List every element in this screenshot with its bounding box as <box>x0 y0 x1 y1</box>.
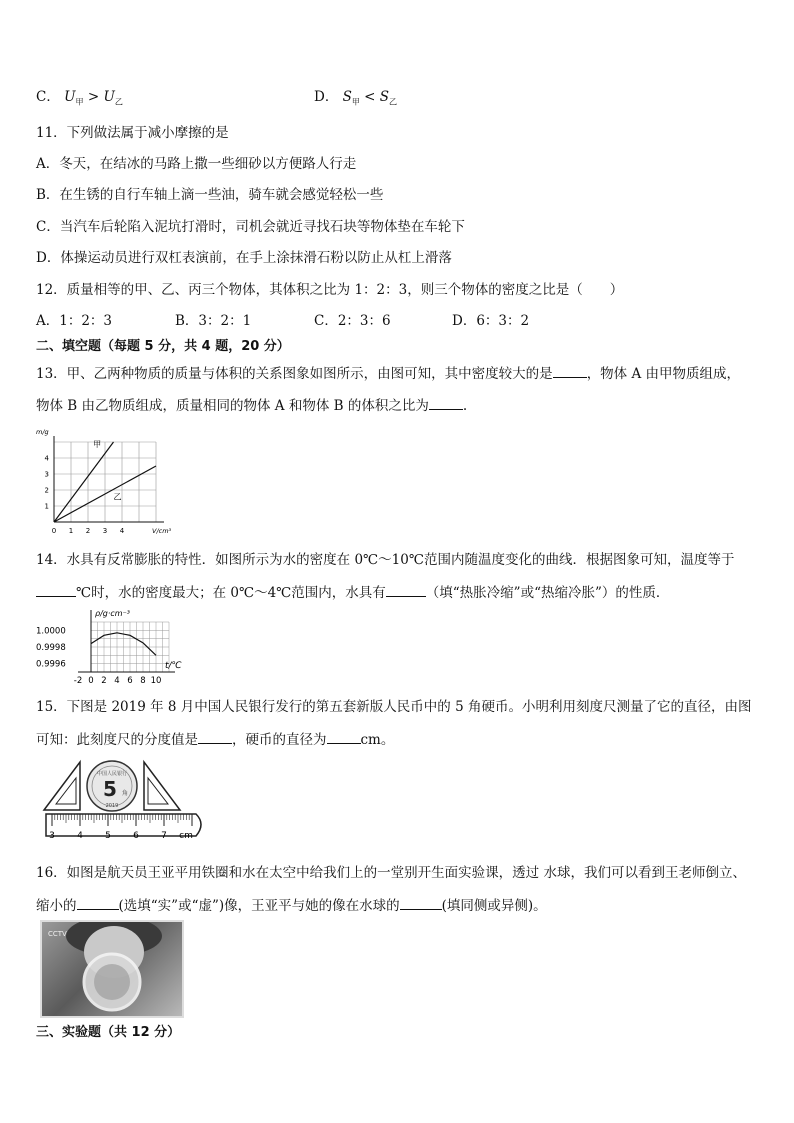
ruler-unit: cm <box>179 831 193 841</box>
ruler-label: 7 <box>161 831 167 841</box>
y-axis-label: m/g <box>36 428 49 436</box>
water-ball-photo <box>40 920 184 1018</box>
coin-ruler-figure <box>40 758 210 842</box>
section-2-heading: 二、填空题（每题 5 分，共 4 题，20 分） <box>36 339 290 354</box>
answer-blank[interactable] <box>36 583 76 597</box>
series-label: 甲 <box>93 439 102 449</box>
q12-option-d: D．6：3：2 <box>452 313 530 329</box>
answer-blank[interactable] <box>198 730 232 744</box>
ruler-label: 5 <box>105 831 111 841</box>
answer-blank[interactable] <box>429 396 463 410</box>
x-tick-label: 10 <box>150 676 162 686</box>
x-tick-label: 8 <box>140 676 146 686</box>
q11-stem: 11．下列做法属于减小摩擦的是 <box>36 125 229 141</box>
answer-blank[interactable] <box>553 364 587 378</box>
x-tick-label: 0 <box>88 676 94 686</box>
series-line <box>54 439 114 522</box>
q11-option-d: D．体操运动员进行双杠表演前，在手上涂抹滑石粉以防止从杠上滑落 <box>36 250 452 266</box>
x-tick-label: 4 <box>119 527 125 535</box>
x-tick-label: 2 <box>85 527 91 535</box>
x-axis-label: t/℃ <box>165 661 182 671</box>
y-tick-label: 0.9996 <box>36 659 66 670</box>
y-tick-label: 4 <box>44 454 49 463</box>
answer-blank[interactable] <box>400 896 442 910</box>
x-tick-label: 0 <box>51 527 57 535</box>
series-label: 乙 <box>113 492 122 502</box>
coin-year: 2019 <box>105 803 119 809</box>
y-tick-label: 1 <box>44 502 49 511</box>
q12-stem: 12．质量相等的甲、乙、丙三个物体，其体积之比为 1：2：3，则三个物体的密度之比是（ ） <box>36 282 624 298</box>
x-tick-label: 1 <box>68 527 74 535</box>
coin-text: 中国人民银行 <box>96 771 128 777</box>
q15-line-2: 可知：此刻度尺的分度值是 ，硬币的直径为 cm。 <box>36 732 395 748</box>
ruler-label: 3 <box>49 831 55 841</box>
section-3-heading: 三、实验题（共 12 分） <box>36 1025 181 1040</box>
q10-option-d: D． $S_甲 < S_乙$ <box>314 89 398 107</box>
y-tick-label: 0.9998 <box>36 643 66 653</box>
q11-option-b: B．在生锈的自行车轴上滴一些油，骑车就会感觉轻松一些 <box>36 187 384 203</box>
q13-line-2: 物体 B 由乙物质组成，质量相同的物体 A 和物体 B 的体积之比为 . <box>36 398 468 414</box>
x-tick-label: 2 <box>101 676 107 686</box>
q12-option-c: C．2：3：6 <box>314 313 391 329</box>
y-tick-label: 3 <box>44 470 49 479</box>
x-tick-label: 3 <box>102 527 108 535</box>
x-tick-label: 6 <box>127 676 133 686</box>
ruler-label: 6 <box>133 831 139 841</box>
coin-unit: 角 <box>121 790 129 797</box>
y-tick-label: 2 <box>44 486 49 495</box>
y-axis-label: ρ/g·cm⁻³ <box>95 609 131 618</box>
y-tick-label: 1.0000 <box>36 626 66 637</box>
q11-option-c: C．当汽车后轮陷入泥坑打滑时，司机会就近寻找石块等物体垫在车轮下 <box>36 219 465 235</box>
q12-option-b: B．3：2：1 <box>175 313 252 329</box>
answer-blank[interactable] <box>77 896 119 910</box>
coin-value: 5 <box>103 777 117 801</box>
x-tick-label: 4 <box>114 676 120 686</box>
water-density-chart <box>34 606 204 690</box>
q14-line-2: ℃时，水的密度最大；在 0℃～4℃范围内，水具有 （填“热胀冷缩”或“热缩冷胀”）的性质． <box>36 583 669 602</box>
answer-blank[interactable] <box>386 583 426 597</box>
q14-line-1: 14．水具有反常膨胀的特性．如图所示为水的密度在 0℃～10℃范围内随温度变化的曲线．根据图象可知，温度等于 <box>36 552 735 568</box>
q11-option-a: A．冬天，在结冰的马路上撒一些细砂以方便路人行走 <box>36 156 357 172</box>
x-tick-label: -2 <box>73 676 83 686</box>
mass-volume-chart <box>34 424 174 538</box>
q12-option-a: A．1：2：3 <box>36 313 113 329</box>
q10-option-c: C． $U_甲 > U_乙$ <box>36 89 123 107</box>
right-set-square <box>144 762 180 810</box>
x-axis-label: V/cm³ <box>152 527 172 535</box>
q13-line-1: 13．甲、乙两种物质的质量与体积的关系图象如图所示，由图可知，其中密度较大的是 ，物体 A 由甲物质组成， <box>36 366 741 382</box>
channel-logo: CCTV <box>48 930 67 938</box>
q16-line-1: 16．如图是航天员王亚平用铁圈和水在太空中给我们上的一堂别开生面实验课，透过 水球，我们可以看到王老师倒立、 <box>36 865 746 881</box>
ruler-label: 4 <box>77 831 83 841</box>
q15-line-1: 15．下图是 2019 年 8 月中国人民银行发行的第五套新版人民币中的 5 角硬币。小明利用刻度尺测量了它的直径，由图 <box>36 699 752 715</box>
left-set-square <box>44 762 80 810</box>
q16-line-2: 缩小的 (选填“实”或“虚”)像，王亚平与她的像在水球的 (填同侧或异侧)。 <box>36 898 547 914</box>
answer-blank[interactable] <box>327 730 361 744</box>
